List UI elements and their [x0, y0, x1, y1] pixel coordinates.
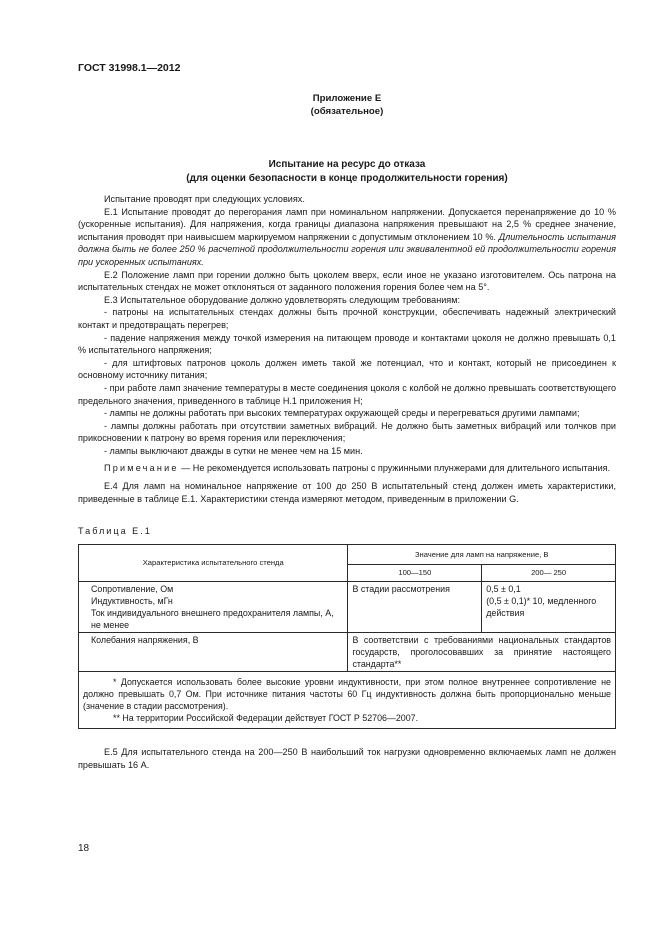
row1-resistance: Сопротивление, Ом [91, 584, 174, 594]
row2-value: В соответствии с требованиями национальных стандартов государств, проголосовавших за принятие настоящего стандарта** [348, 633, 616, 672]
table-caption: Таблица Е.1 [78, 526, 152, 536]
header-col-100-150: 100—150 [348, 565, 482, 582]
clause-e1-italic: Длительность испытания должна быть не более 250 % расчетной продолжительности горения или эквивалентной ей продолжительности горения при ускоренных испытаниях. [78, 231, 616, 267]
clause-e3-item: - при работе ламп значение температуры в месте соединения цоколя с колбой не должно превышать соответствующего предельного значения, приведенного в таблице Н.1 приложения Н; [78, 382, 616, 406]
body-text [78, 193, 616, 505]
note-text: — Не рекомендуется использовать патроны с пружинными плунжерами для длительного испытания. [178, 463, 611, 474]
clause-e2: Е.2 Положение ламп при горении должно быть цоколем вверх, если иное не указано изготовителем. Ось патрона на испытательных стендах не может отклоняться от заданного положения горения более чем на 5°. [78, 269, 616, 293]
appendix-title: Приложение Е [312, 93, 382, 104]
note [78, 462, 616, 475]
header-col-200-250: 200— 250 [482, 565, 616, 582]
row1-value-200-250 [482, 582, 616, 633]
clause-e1-text: Е.1 Испытание проводят до перегорания ламп при номинальном напряжении. Допускается перенапряжение до 10 % (ускоренные испытания). Для напряжения, когда границы диапазона напряжения превышают на 2,5 % среднее значение, испытания проводят при наивысшем маркируемом напряжении с допустимым отклонением 10 %. [78, 206, 616, 242]
body-text-after-table [78, 746, 616, 771]
section-title [78, 158, 616, 185]
clause-e3-item: - лампы выключают дважды в сутки не менее чем на 15 мин. [104, 445, 363, 456]
header-characteristic: Характеристика испытательного стенда [79, 545, 348, 582]
clause-e3: Е.3 Испытательное оборудование должно удовлетворять следующим требованиям: [104, 294, 460, 305]
table-e1 [78, 544, 616, 729]
row1-value-line: 0,5 ± 0,1 [486, 584, 521, 594]
header-values: Значение для ламп на напряжение, В [348, 545, 616, 565]
footnote-1: * Допускается использовать более высокие уровни индуктивности, при этом полное внутреннее сопротивление не должно превышать 0,7 Ом. При источнике питания частоты 60 Гц индуктивность должна быть пропорционально меньше (значение в стадии рассмотрения). [83, 677, 611, 711]
clause-e3-item: - падение напряжения между точкой измерения на питающем проводе и контактами цоколя не должно превышать 0,1 % испытательного напряжения; [78, 332, 616, 356]
note-label: Примечание [104, 463, 179, 474]
row2-voltage-fluctuation: Колебания напряжения, В [91, 635, 199, 645]
row1-value-100-150: В стадии рассмотрения [348, 582, 482, 633]
section-title-line2: (для оценки безопасности в конце продолжительности горения) [186, 172, 508, 184]
row1-inductance: Индуктивность, мГн [91, 596, 173, 606]
row1-fuse: Ток индивидуального внешнего предохранителя лампы, А, не менее [91, 608, 334, 630]
appendix-heading [78, 92, 616, 118]
row2-characteristic [79, 633, 348, 672]
clause-e3-item: - лампы не должны работать при высоких температурах окружающей среды и перегреваться другими лампами; [104, 408, 580, 419]
clause-e3-item: - патроны на испытательных стендах должны быть прочной конструкции, обеспечивать надежный электрический контакт и предотвращать перегрев; [78, 307, 616, 330]
section-title-line1: Испытание на ресурс до отказа [268, 159, 426, 170]
clause-e1 [78, 206, 616, 269]
clause-e5: Е.5 Для испытательного стенда на 200—250 В наибольший ток нагрузки одновременно включаемых ламп не должен превышать 16 А. [78, 747, 616, 770]
standard-number: ГОСТ 31998.1—2012 [78, 62, 181, 74]
page-number: 18 [78, 843, 90, 854]
clause-e3-item: - лампы должны работать при отсутствии заметных вибраций. Не должно быть заметных вибраций или толчков при прикосновении к патрону во время горения или переключения; [78, 420, 616, 444]
intro-paragraph: Испытание проводят при следующих условиях. [104, 194, 305, 204]
clause-e3-item: - для штифтовых патронов цоколь должен иметь такой же потенциал, что и контакт, который не присоединен к основному источнику питания; [78, 357, 616, 381]
appendix-status: (обязательное) [310, 106, 384, 117]
clause-e4: Е.4 Для ламп на номинальное напряжение от 100 до 250 В испытательный стенд должен иметь характеристики, приведенные в таблице Е.1. Характеристики стенда измеряют методом, приведенным в приложении G. [78, 481, 616, 504]
footnote-2: ** На территории Российской Федерации действует ГОСТ Р 52706—2007. [113, 713, 419, 723]
row1-value-line: (0,5 ± 0,1)* 10, медленного действия [486, 596, 597, 618]
table-footnotes [79, 672, 616, 729]
row1-characteristic [79, 582, 348, 633]
